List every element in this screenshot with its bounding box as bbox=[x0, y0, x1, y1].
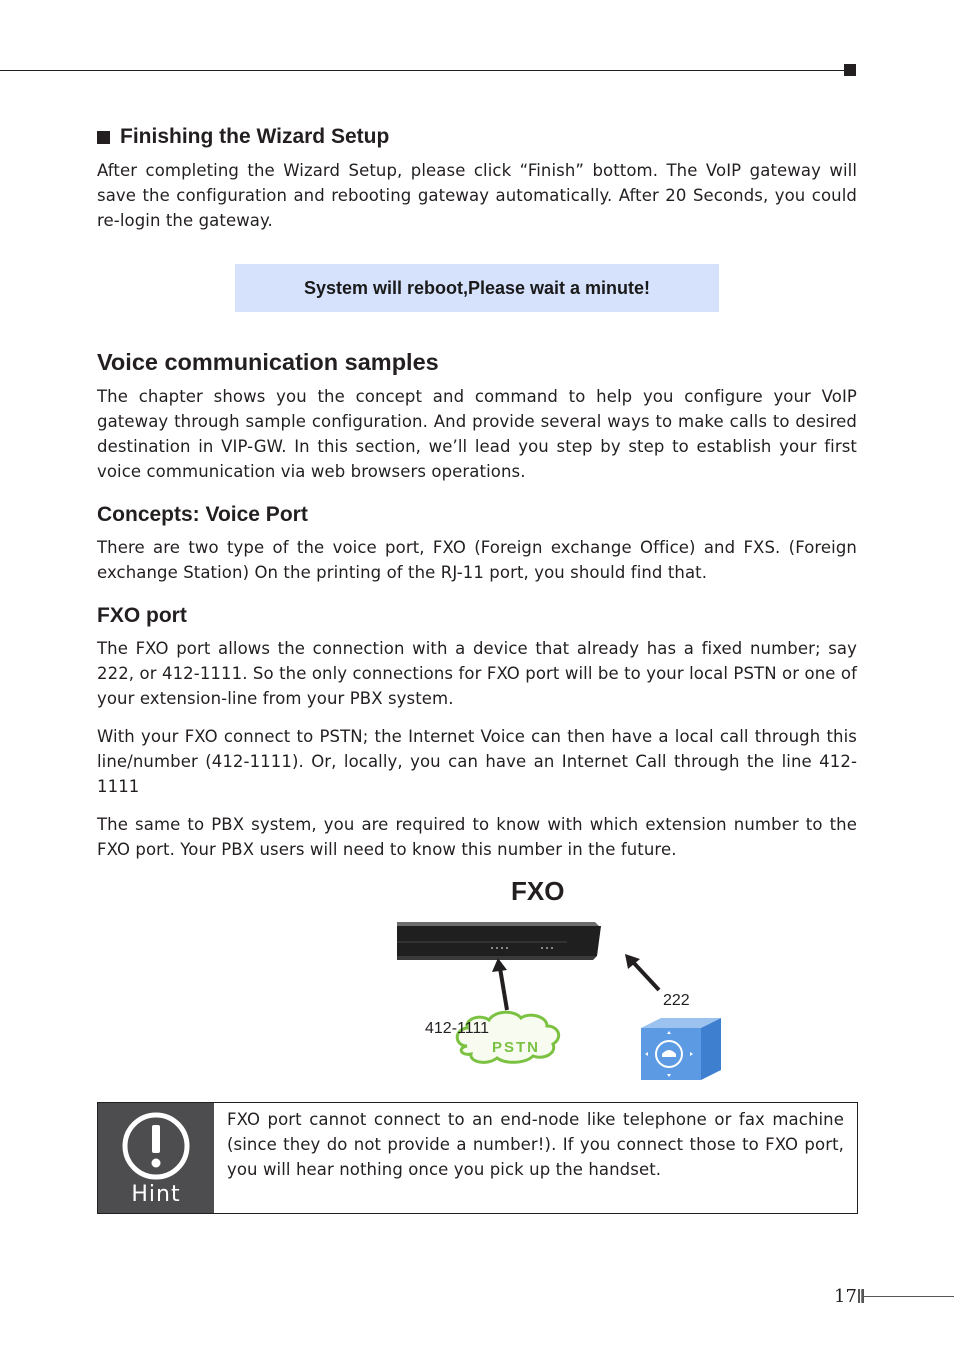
section-heading-finishing-wizard bbox=[97, 125, 389, 149]
pbx-system-icon bbox=[641, 1018, 721, 1080]
paragraph-finishing-wizard: After completing the Wizard Setup, please click “Finish” bottom. The VoIP gateway will save the configuration and rebooting gateway automatically. After 20 Seconds, you could re-login the gateway. bbox=[97, 161, 857, 230]
hint-badge bbox=[98, 1103, 214, 1213]
header-square-marker bbox=[844, 64, 856, 76]
diagram-graphics bbox=[397, 870, 757, 1090]
hint-box bbox=[97, 1102, 858, 1214]
hint-text-cell bbox=[214, 1103, 857, 1213]
square-bullet-icon bbox=[97, 131, 110, 144]
section-heading-voice-port: Concepts: Voice Port bbox=[97, 503, 308, 526]
paragraph-voice-port: There are two type of the voice port, FXO (Foreign exchange Office) and FXS. (Foreign exchange Station) On the printing of the RJ-11 port, you should find that. bbox=[97, 538, 857, 582]
reboot-message-text: System will reboot,Please wait a minute! bbox=[303, 277, 651, 298]
section-heading-voice-samples: Voice communication samples bbox=[97, 349, 439, 375]
hint-text: FXO port cannot connect to an end-node like telephone or fax machine (since they do not provide a number!). If you connect those to FXO port, you will hear nothing once you pick up the handset. bbox=[227, 1110, 844, 1179]
extension-number-label: 222 bbox=[663, 992, 690, 1009]
pstn-to-gateway-arrow bbox=[492, 958, 507, 1010]
fxo-diagram bbox=[397, 870, 757, 1090]
reboot-message-banner bbox=[235, 264, 719, 312]
pbx-to-gateway-arrow bbox=[625, 954, 659, 990]
paragraph-fxo-port-3: The same to PBX system, you are required to know with which extension number to the FXO port. Your PBX users will need to know this number in the future. bbox=[97, 815, 857, 859]
paragraph-voice-samples: The chapter shows you the concept and command to help you configure your VoIP gateway through sample configuration. And provide several ways to make calls to desired destination in VIP-GW. In this section, we’ll lead you step by step to establish your first voice communication via web browsers operations. bbox=[97, 387, 857, 481]
diagram-title: FXO bbox=[511, 876, 565, 906]
paragraph-fxo-port-1: The FXO port allows the connection with a device that already has a fixed number; say 222, or 412-1111. So the only connections for FXO port will be to your local PSTN or one of your extension-line from your PBX system. bbox=[97, 639, 857, 708]
footer-rule bbox=[864, 1296, 954, 1297]
paragraph-fxo-port-2: With your FXO connect to PSTN; the Internet Voice can then have a local call through this line/number (412-1111). Or, locally, you can have an Internet Call through the line 412-1111 bbox=[97, 727, 857, 796]
page-number: 17 bbox=[834, 1286, 857, 1307]
section-heading-text: Finishing the Wizard Setup bbox=[120, 125, 390, 148]
voip-gateway-device-icon bbox=[397, 922, 601, 960]
pstn-number-label: 412-1111 bbox=[425, 1020, 490, 1037]
exclamation-icon bbox=[98, 1103, 214, 1183]
pstn-cloud-label: PSTN bbox=[492, 1039, 541, 1056]
section-heading-fxo-port: FXO port bbox=[97, 604, 187, 627]
header-rule bbox=[0, 70, 848, 71]
hint-label: Hint bbox=[131, 1182, 181, 1207]
